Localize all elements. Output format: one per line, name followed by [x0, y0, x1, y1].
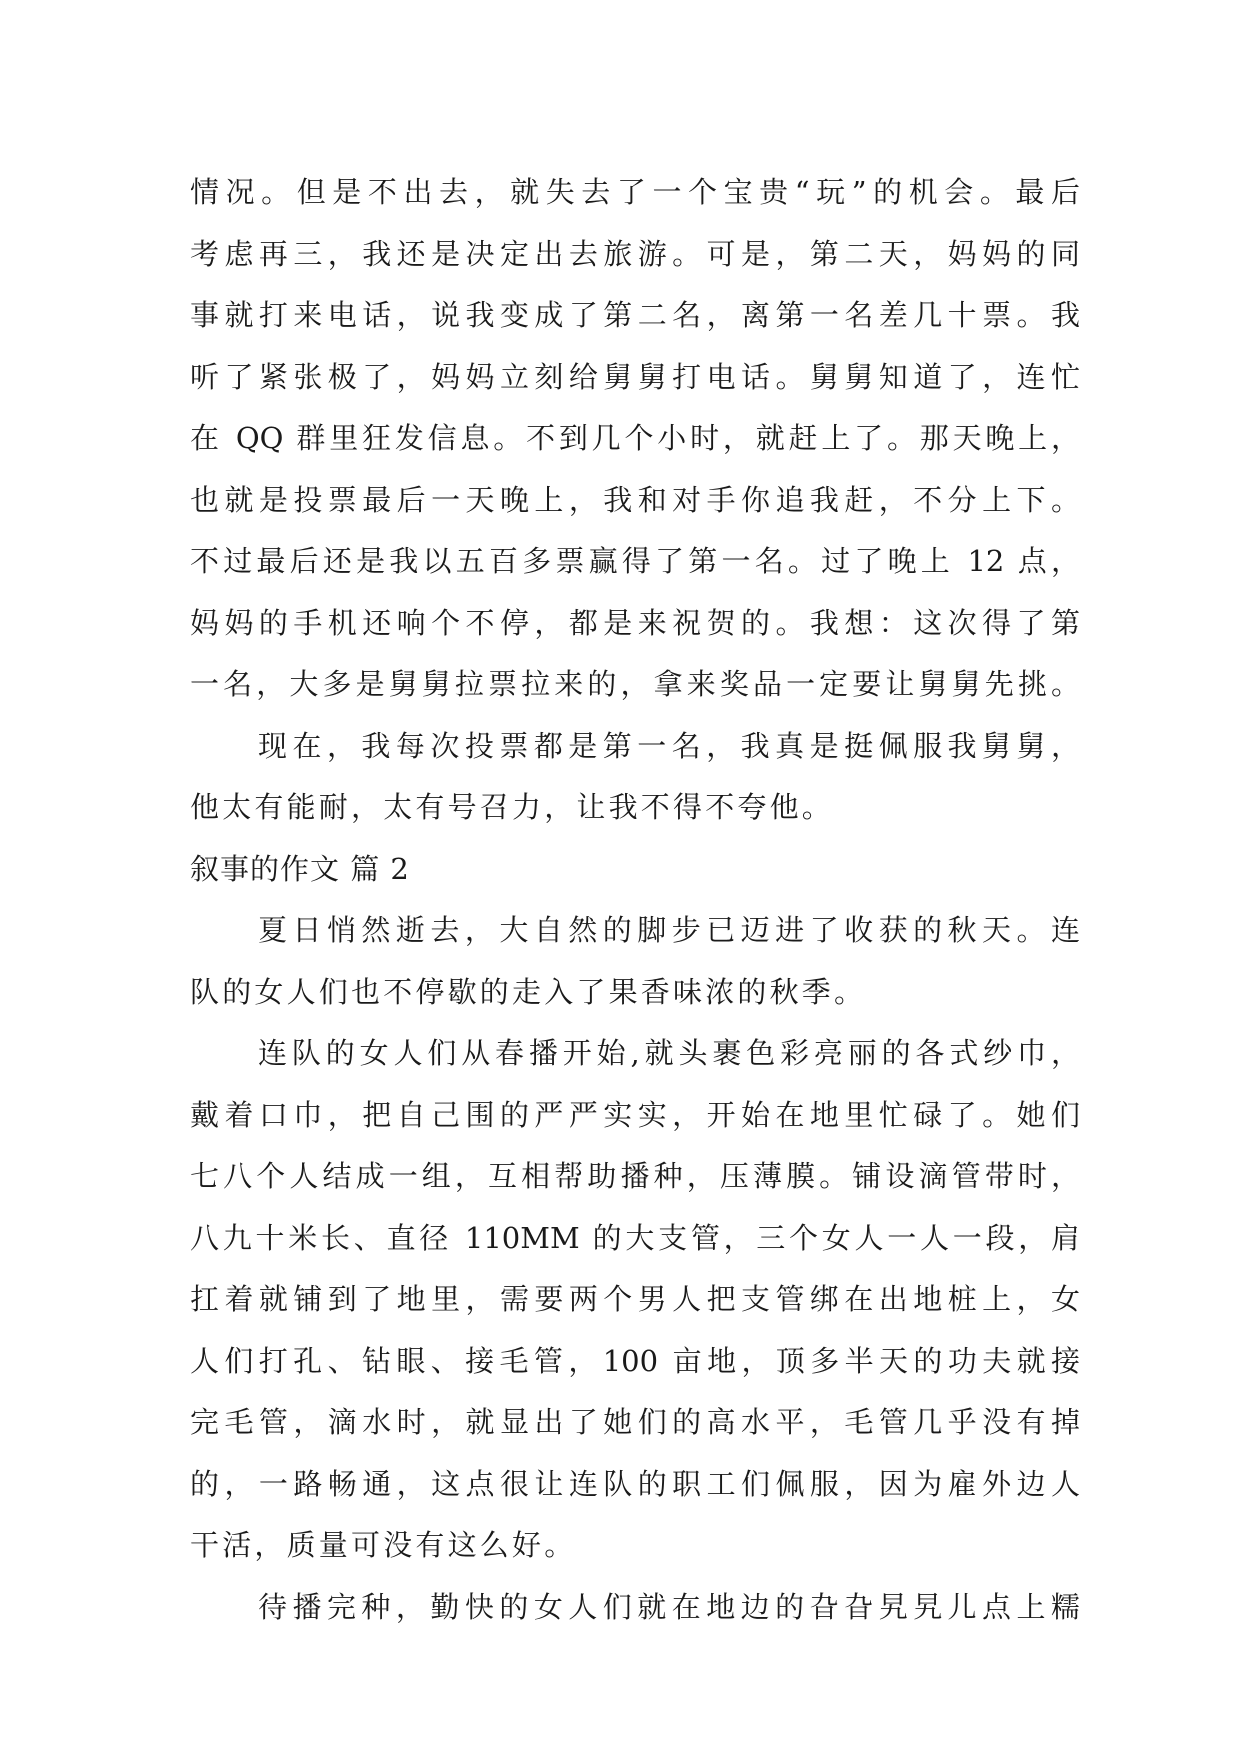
text-line: 队的女人们也不停歇的走入了果香味浓的秋季。: [190, 974, 867, 1009]
text-line: 八九十米长、直径 110MM 的大支管，三个女人一人一段，肩: [190, 1220, 1080, 1255]
text-line: 妈妈的手机还响个不停，都是来祝贺的。我想：这次得了第: [190, 605, 1080, 640]
text-line: 事就打来电话，说我变成了第二名，离第一名差几十票。我: [190, 298, 1080, 332]
text-line: 听了紧张极了，妈妈立刻给舅舅打电话。舅舅知道了，连忙: [190, 359, 1080, 394]
paragraph-first-line: 待播完种，勤快的女人们就在地边的旮旮旯旯儿点上糯: [258, 1589, 1080, 1624]
section-heading: 叙事的作文 篇 2: [190, 851, 410, 886]
text-line: 人们打孔、钻眼、接毛管，100 亩地，顶多半天的功夫就接: [190, 1343, 1080, 1378]
paragraph-first-line: 连队的女人们从春播开始,就头裹色彩亮丽的各式纱巾，: [258, 1036, 1080, 1070]
text-line: 干活，质量可没有这么好。: [190, 1528, 577, 1562]
text-line: 一名，大多是舅舅拉票拉来的，拿来奖品一定要让舅舅先挑。: [190, 667, 1080, 701]
text-line: 在 QQ 群里狂发信息。不到几个小时，就赶上了。那天晚上，: [190, 421, 1080, 455]
text-line: 情况。但是不出去，就失去了一个宝贵“玩”的机会。最后: [190, 175, 1080, 209]
text-line: 他太有能耐，太有号召力，让我不得不夸他。: [190, 790, 835, 824]
text-line: 扛着就铺到了地里，需要两个男人把支管绑在出地桩上，女: [190, 1282, 1080, 1316]
text-line: 戴着口巾，把自己围的严严实实，开始在地里忙碌了。她们: [190, 1097, 1080, 1132]
paragraph-first-line: 夏日悄然逝去，大自然的脚步已迈进了收获的秋天。连: [258, 913, 1080, 947]
text-line: 不过最后还是我以五百多票赢得了第一名。过了晚上 12 点，: [190, 544, 1080, 578]
text-line: 的，一路畅通，这点很让连队的职工们佩服，因为雇外边人: [190, 1466, 1080, 1501]
text-line: 考虑再三，我还是决定出去旅游。可是，第二天，妈妈的同: [190, 236, 1080, 271]
paragraph-first-line: 现在，我每次投票都是第一名，我真是挺佩服我舅舅，: [258, 728, 1080, 763]
text-line: 也就是投票最后一天晚上，我和对手你追我赶，不分上下。: [190, 482, 1080, 517]
text-line: 完毛管，滴水时，就显出了她们的高水平，毛管几乎没有掉: [190, 1405, 1080, 1439]
document-body: [190, 162, 1080, 1638]
text-line: 七八个人结成一组，互相帮助播种，压薄膜。铺设滴管带时，: [190, 1159, 1080, 1193]
